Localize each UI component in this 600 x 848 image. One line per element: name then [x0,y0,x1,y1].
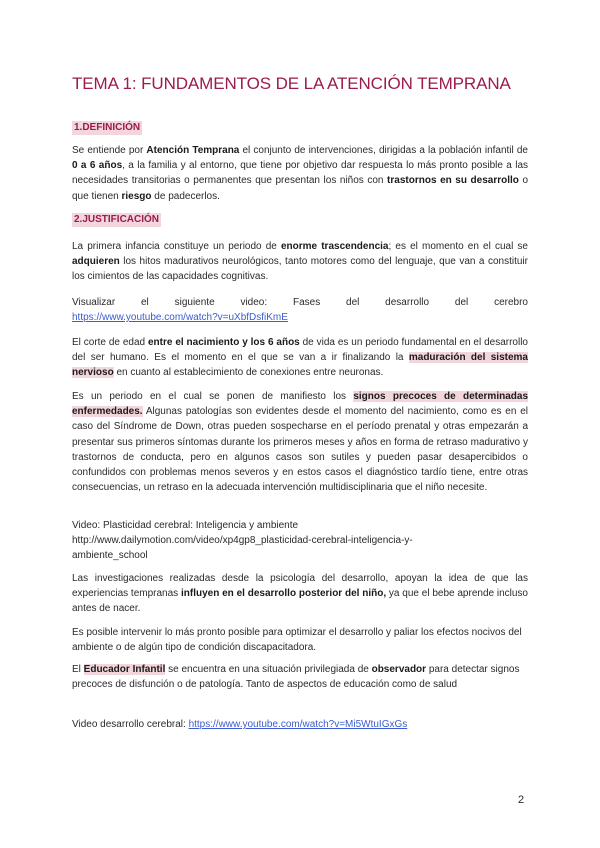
paragraph-intervenir: Es posible intervenir lo más pronto posible para optimizar el desarrollo y paliar los efectos nocivos del ambiente o de algún tipo de condición discapacitadora. [72,627,522,654]
paragraph-corte-edad: El corte de edad entre el nacimiento y los 6 años de vida es un periodo fundamental en el desarrollo del ser humano. Es el momento en el que se van a ir finalizando la maduración del sistema nervioso en cuanto al establecimiento de conexiones entre neuronas. [72,337,528,379]
paragraph-video-plasticidad: Video: Plasticidad cerebral: Inteligencia y ambiente http://www.dailymotion.com/video/xp4gp8_plasticidad-cerebral-inteligencia-y- ambiente_school [72,518,528,564]
section-heading-justificacion: 2.JUSTIFICACIÓN [74,214,160,225]
page-title: TEMA 1: FUNDAMENTOS DE LA ATENCIÓN TEMPRANA [72,74,511,93]
paragraph-investigaciones: Las investigaciones realizadas desde la psicología del desarrollo, apoyan la idea de que las experiencias tempranas influyen en el desarrollo posterior del niño, ya que el bebe aprende incluso antes de nacer. [72,573,528,615]
paragraph-video-fases: Visualizar el siguiente video: Fases del desarrollo del cerebro https://www.youtube.com/watch?v=uXbfDsfiKmE [72,297,528,324]
paragraph-educador: El Educador Infantil se encuentra en una situación privilegiada de observador para detectar signos precoces de disfunción o de patología. Tanto de aspectos de educación como de salud [72,664,520,691]
video-link-desarrollo[interactable]: https://www.youtube.com/watch?v=Mi5WtuIGxGs [188,719,408,730]
paragraph-signos-precoces: Es un periodo en el cual se ponen de manifiesto los signos precoces de determinadas enfermedades. Algunas patologías son evidentes desde el momento del nacimiento, como es en el caso del Síndrome de Down, otras pueden sospecharse en el período prenatal y otras empezarán a presentar sus primeros síntomas durante los primeros meses y años en forma de retraso madurativo y trastornos de conducta, pero en algunos casos son sutiles y pueden pasar desapercibidos o confundidos con problemas menos severos y en estos casos el diagnóstico tardío tiene, entre otras consecuencias, un retraso en la adecuada intervención multidisciplinaria que el niño necesite. [72,391,528,494]
video-link-fases[interactable]: https://www.youtube.com/watch?v=uXbfDsfiKmE [72,312,288,324]
paragraph-definicion: Se entiende por Atención Temprana el conjunto de intervenciones, dirigidas a la población infantil de 0 a 6 años, a la familia y al entorno, que tiene por objetivo dar respuesta lo más pronto posible a las necesidades transitorias o permanentes que presentan los niños con trastornos en su desarrollo o que tienen riesgo de padecerlos. [72,145,529,202]
plasticidad-url: http://www.dailymotion.com/video/xp4gp8_plasticidad-cerebral-inteligencia-y- [72,535,413,547]
paragraph-video-desarrollo: Video desarrollo cerebral: https://www.youtube.com/watch?v=Mi5WtuIGxGs [72,719,408,730]
paragraph-primera-infancia: La primera infancia constituye un periodo de enorme trascendencia; es el momento en el cual se adquieren los hitos madurativos neurológicos, tanto motores como del lenguaje, que van a constituir los cimientos de las capacidades cognitivas. [72,241,528,283]
section-heading-definicion: 1.DEFINICIÓN [74,122,141,133]
page-number: 2 [518,794,525,806]
